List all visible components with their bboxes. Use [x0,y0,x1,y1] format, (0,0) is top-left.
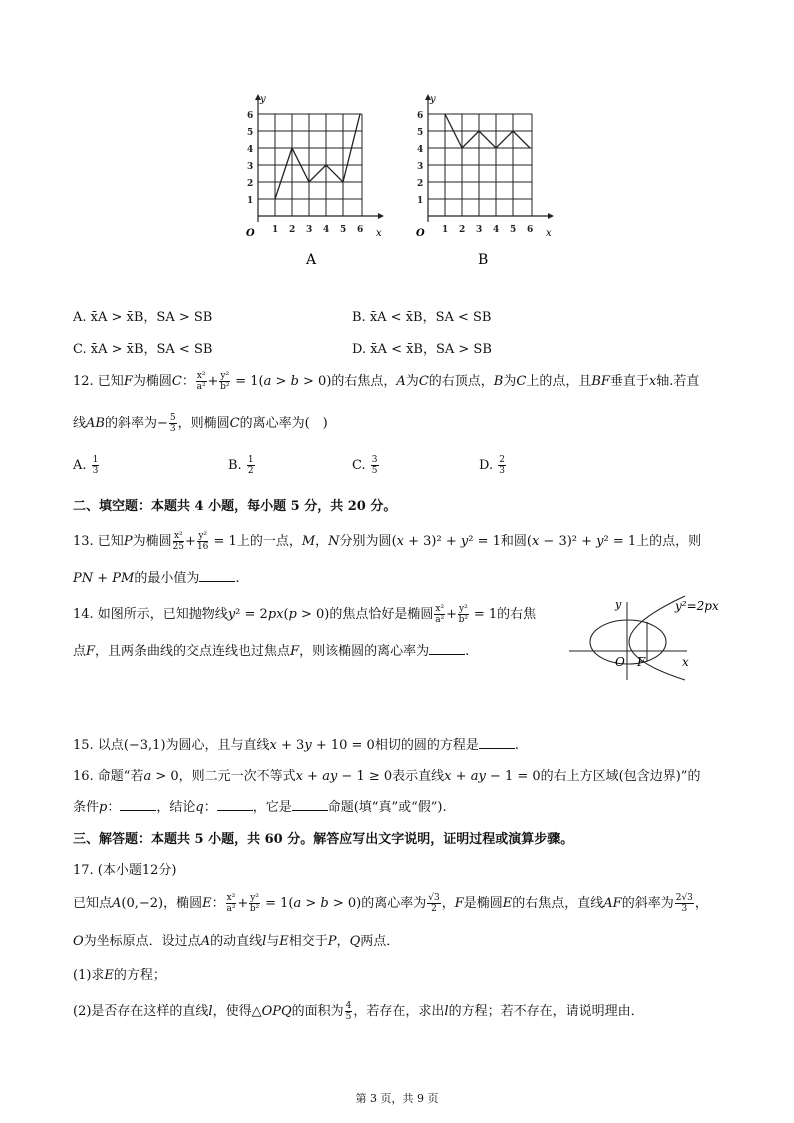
graph-b-grid [428,114,532,216]
q16-line-2: 条件p： ，结论q： ，它是 命题(填“真”或“假”). [73,800,447,815]
graph-a-x-tick: 3 [306,225,313,235]
q11-option-b: B. x̄A < x̄B，SA < SB [352,310,492,325]
q14-origin: O [615,655,625,669]
graph-a-y-label: y [260,94,266,105]
q13-line-2: PN + PM的最小值为 . [73,571,240,586]
graph-a-y-tick: 2 [247,179,254,189]
graph-b-y-tick: 3 [417,162,424,172]
graph-a-grid [258,114,362,216]
graph-a-x-label: x [376,228,382,239]
graph-b-y-tick: 5 [417,128,424,138]
graph-b-y-tick: 2 [417,179,424,189]
q15-line: 15. 以点(−3,1)为圆心，且与直线x + 3y + 10 = 0相切的圆的方程是 . [73,738,519,753]
graph-b-x-tick: 3 [476,225,483,235]
graph-b-y-tick: 6 [417,111,424,121]
graph-a-x-arrow [378,213,384,219]
graph-b-x-label: x [546,228,552,239]
q13-line-1: 13. 已知P为椭圆 $\frac{\text{x²}}{25}$ + $\frac{\text{y²}}{16}$ = 1上的一点，M，N分别为圆(x + 3)² + y² = 1和圆(x − 3)² + y² = 1上的点，则 [73,531,702,552]
q16-line-1: 16. 命题“若a > 0，则二元一次不等式x + ay − 1 ≥ 0表示直线x + ay − 1 = 0的右上方区域(包含边界)”的 [73,769,701,784]
q12-option-a: A. $\frac{1}{3}$ [73,455,99,476]
graph-a-y-tick: 6 [247,111,254,121]
graph-b-x-arrow [548,213,554,219]
graph-b-x-tick: 6 [527,225,534,235]
graph-a-y-tick: 3 [247,162,254,172]
q12-option-d: D. $\frac{2}{3}$ [479,455,505,476]
q14-focus: F [637,655,646,669]
graph-b-y-tick: 4 [417,145,424,155]
graph-b-caption: B [478,252,489,268]
graph-b-y-tick: 1 [417,196,424,206]
q11-option-d: D. x̄A < x̄B，SA > SB [352,342,492,357]
q12-option-c: C. $\frac{3}{5}$ [352,455,378,476]
q14-line-2: 点F，且两条曲线的交点连线也过焦点F，则该椭圆的离心率为 . [73,644,470,659]
graph-a-caption: A [306,252,317,268]
q12-option-b: B. $\frac{1}{2}$ [228,455,254,476]
q17-part-2: (2)是否存在这样的直线l，使得△OPQ的面积为 $\frac{4}{5}$ ，若存在，求出l的方程；若不存在，请说明理由． [73,1001,644,1022]
graph-a [238,92,388,272]
graph-a-x-tick: 1 [272,225,279,235]
q17-line-1: 已知点A(0,−2)，椭圆E： $\frac{\text{x²}}{\text{a²}}$ + $\frac{\text{y²}}{\text{b²}}$ = 1(a > b > 0)的离心率为 $\frac{√3}{2}$ ，F是椭圆E的右焦点，直线AF的斜率为 $\frac{2√3}{3}$ ， [73,893,708,914]
q14-y-label: y [615,598,622,611]
q14-curve-label: y²=2px [675,599,719,613]
q14-x-label: x [682,655,689,669]
graph-b-x-tick: 4 [493,225,500,235]
graph-b-origin: O [416,228,425,239]
graph-a-x-tick: 2 [289,225,296,235]
graph-b [408,92,558,272]
graph-a-y-tick: 5 [247,128,254,138]
graph-a-x-tick: 5 [340,225,347,235]
answer-blank[interactable] [429,643,465,655]
graph-b-x-tick: 5 [510,225,517,235]
q14-ellipse [590,620,666,664]
section-heading-solve: 三、解答题：本题共 5 小题，共 60 分。解答应写出文字说明，证明过程或演算步骤。 [73,832,574,847]
q12-line-1: 12. 已知F为椭圆C： $\frac{\text{x²}}{\text{a²}}$ + $\frac{\text{y²}}{\text{b²}}$ = 1(a > b > 0)的右焦点，A为C的右顶点，B为C上的点，且BF垂直于x轴.若直 [73,371,700,392]
page-footer: 第 3 页，共 9 页 [355,1092,439,1105]
graph-a-x-tick: 4 [323,225,330,235]
q17-part-1: (1)求E的方程； [73,968,166,983]
q11-option-c: C. x̄A > x̄B，SA < SB [73,342,213,357]
answer-blank[interactable] [292,799,328,811]
q14-figure [565,592,725,684]
answer-blank[interactable] [120,799,156,811]
graph-a-y-tick: 4 [247,145,254,155]
graph-a-origin: O [246,228,255,239]
answer-blank[interactable] [199,570,235,582]
graph-a-y-tick: 1 [247,196,254,206]
answer-blank[interactable] [479,737,515,749]
graph-b-x-tick: 2 [459,225,466,235]
graph-a-x-tick: 6 [357,225,364,235]
q12-line-2: 线AB的斜率为− $\frac{5}{3}$ ，则椭圆C的离心率为( ) [73,413,328,434]
graph-a-series-line [275,114,360,199]
graph-b-y-label: y [430,94,436,105]
q17-header: 17. (本小题12分) [73,863,177,878]
section-heading-fill-in: 二、填空题：本题共 4 小题，每小题 5 分，共 20 分。 [73,499,397,514]
q14-line-1: 14. 如图所示，已知抛物线y² = 2px(p > 0)的焦点恰好是椭圆 $\frac{\text{x²}}{\text{a²}}$ + $\frac{\text{y²}}{\text{b²}}$ = 1的右焦 [73,604,537,625]
q11-option-a: A. x̄A > x̄B，SA > SB [73,310,213,325]
q17-line-2: O为坐标原点．设过点A的动直线l与E相交于P，Q两点． [73,934,400,949]
graph-b-x-tick: 1 [442,225,449,235]
answer-blank[interactable] [217,799,253,811]
